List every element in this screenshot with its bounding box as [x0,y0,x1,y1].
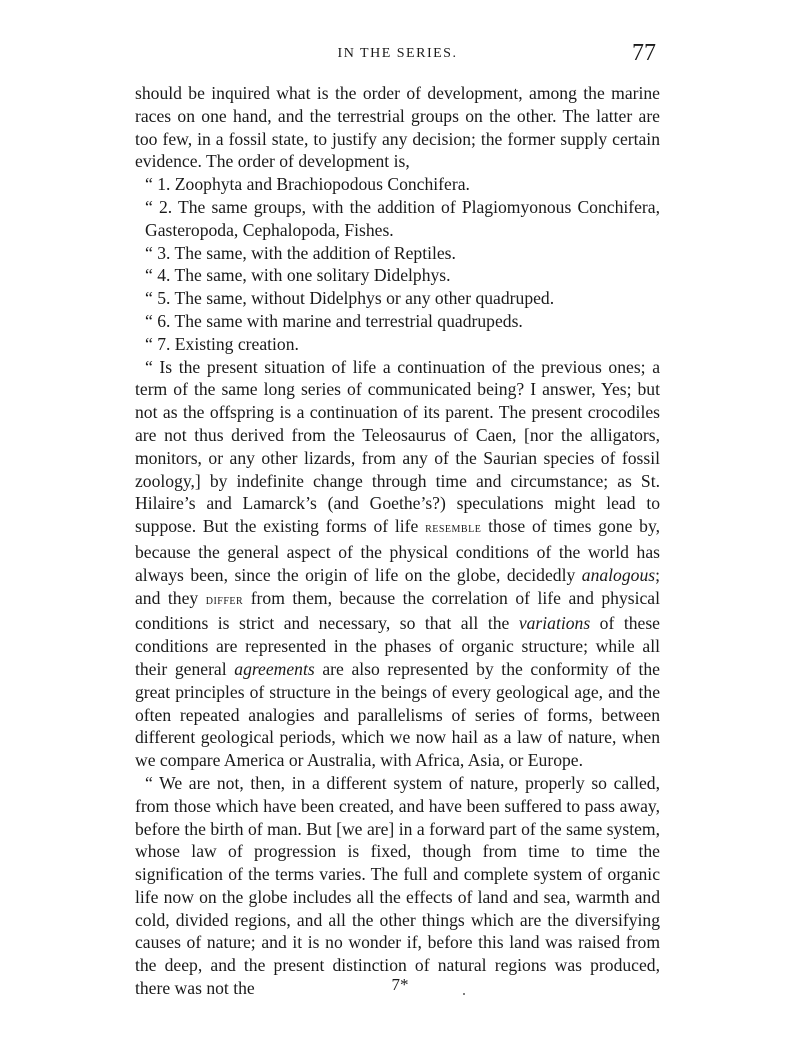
text-run: ; and they [135,564,660,608]
small-caps-word: differ [205,592,244,608]
running-head [135,40,660,70]
italic-word: analogous [581,564,656,585]
paragraph-continuation: should be inquired what is the order of development, among the marine races on one hand, and the terrestrial groups on the other. The latter are too few, in a fossil state, to justify any decision; the former supply certain evidence. The order of development is, [135,83,660,172]
page-number: 77 [632,40,656,66]
running-title: IN THE SERIES. [337,46,458,61]
italic-word: agreements [234,658,315,679]
text-run: “ Is the present situation of life a continuation of the previous ones; a term of the same long series of communicated being? I answer, Yes; but not as the offspring is a continuation of its parent. The present crocodiles are not thus derived from the Teleosaurus of Caen, [nor the alligators, monitors, or any other lizards, from any of the Saurian species of fossil zoology,] by indefinite change through time and circumstance; as St. Hilaire’s and Lamarck’s (and Goethe’s?) speculations might lead to suppose. But the existing forms of life [135,356,660,537]
list-item: “ 1. Zoophyta and Brachiopodous Conchifera. [145,174,470,195]
ink-speck [463,993,465,995]
text-run: from them, because the correlation of life and physical conditions is strict and necessary, so that all the [135,587,661,634]
paragraph-quotation-1 [135,356,660,772]
list-item: “ 3. The same, with the addition of Reptiles. [145,242,456,263]
paragraph-quotation-2: “ We are not, then, in a different system of nature, properly so called, from those which have been created, and have been suffered to pass away, before the birth of man. But [we are] in a forward part of the same system, whose law of progression is fixed, though from time to time the signification of the terms varies. The full and complete system of organic life now on the globe includes all the effects of land and sea, warmth and cold, divided regions, and all the other things which are the diversifying causes of nature; and it is no wonder if, before this land was raised from the deep, and the present distinction of natural regions was produced, there was not the [135,772,660,999]
text-run: are also represented by the conformity of the great principles of structure in the beings of every geological age, and the often repeated analogies and parallelisms of series of forms, between different geological periods, which we now hail as a law of nature, when we compare America or Australia, with Africa, Asia, or Europe. [135,658,660,771]
list-item: “ 2. The same groups, with the addition of Plagiomyonous Conchifera, Gasteropoda, Cephalopoda, Fishes. [145,196,660,240]
signature-mark: 7* [391,975,409,994]
list-item: “ 6. The same with marine and terrestrial quadrupeds. [145,310,523,331]
body-text [135,82,660,1000]
list-item: “ 5. The same, without Didelphys or any other quadruped. [145,288,555,309]
list-item: “ 4. The same, with one solitary Didelphys. [145,265,451,286]
text-run: of these conditions are represented in the phases of organic structure; while all their general [135,613,660,679]
small-caps-word: resemble [425,521,482,537]
italic-word: variations [518,613,591,634]
text-run: those of times gone by, because the general aspect of the physical conditions of the world has always been, since the origin of life on the globe, decidedly [135,516,660,585]
list-item: “ 7. Existing creation. [145,333,299,354]
